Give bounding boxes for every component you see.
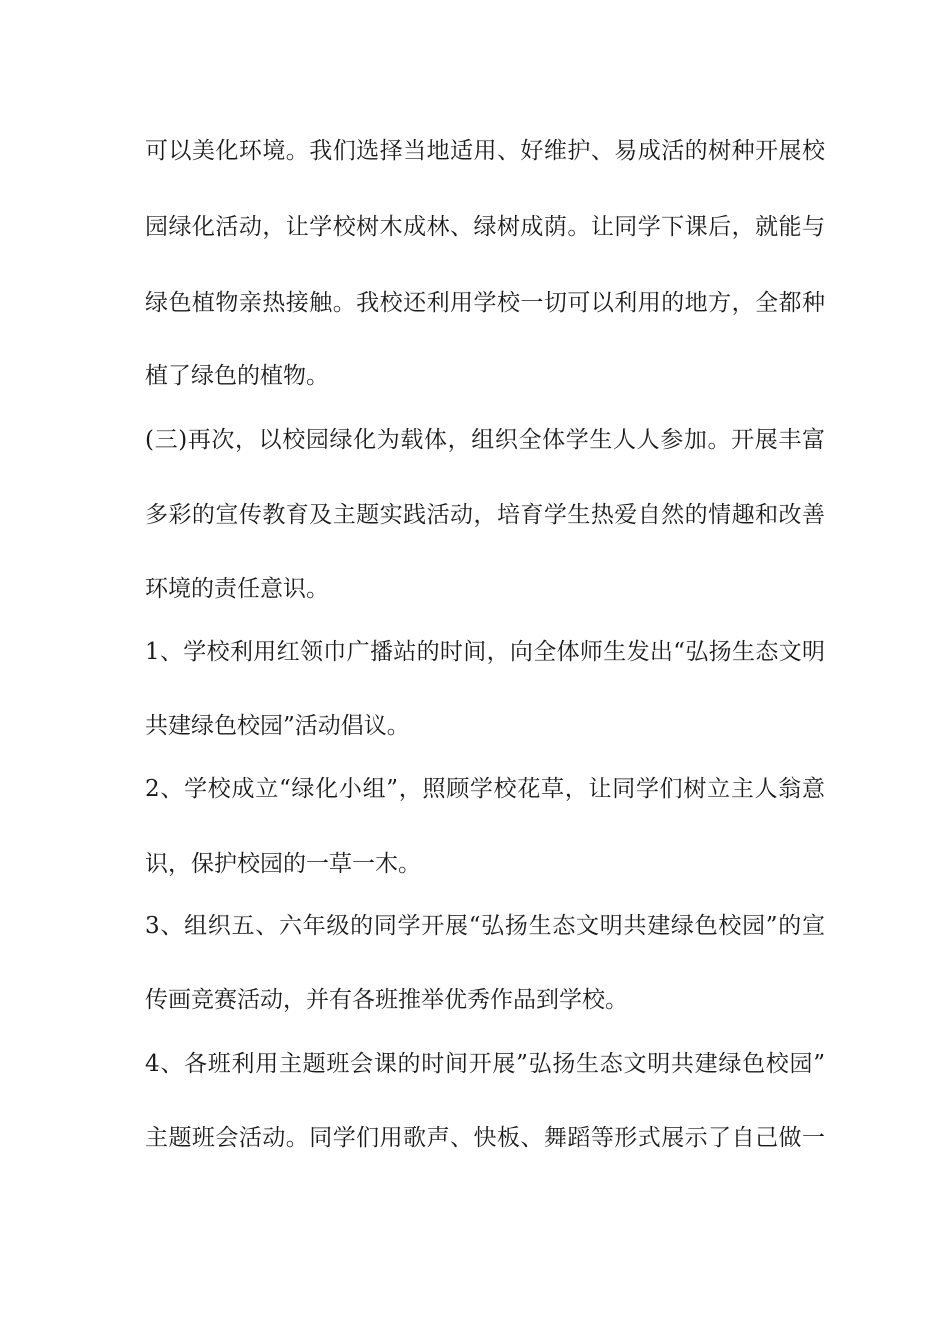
list-item-4-line-1: 4、各班利用主题班会课的时间开展”弘扬生态文明共建绿色校园”	[145, 1051, 825, 1077]
paragraph-line-7: 环境的责任意识。	[145, 576, 329, 602]
paragraph-line-3: 绿色植物亲热接触。我校还利用学校一切可以利用的地方，全都种	[145, 290, 825, 316]
list-item-2-line-2: 识，保护校园的一草一木。	[145, 851, 421, 877]
list-item-3-line-1: 3、组织五、六年级的同学开展“弘扬生态文明共建绿色校园”的宣	[145, 913, 825, 939]
paragraph-line-1: 可以美化环境。我们选择当地适用、好维护、易成活的树种开展校	[145, 138, 825, 164]
list-item-2-line-1: 2、学校成立“绿化小组”，照顾学校花草，让同学们树立主人翁意	[145, 776, 825, 802]
list-item-4-line-2: 主题班会活动。同学们用歌声、快板、舞蹈等形式展示了自己做一	[145, 1125, 825, 1151]
paragraph-line-4: 植了绿色的植物。	[145, 363, 329, 389]
paragraph-line-6: 多彩的宣传教育及主题实践活动，培育学生热爱自然的情趣和改善	[145, 502, 825, 528]
list-item-3-line-2: 传画竞赛活动，并有各班推举优秀作品到学校。	[145, 987, 628, 1013]
paragraph-line-2: 园绿化活动，让学校树木成林、绿树成荫。让同学下课后，就能与	[145, 214, 825, 240]
list-item-1-line-1: 1、学校利用红领巾广播站的时间，向全体师生发出“弘扬生态文明	[145, 639, 825, 665]
list-item-1-line-2: 共建绿色校园”活动倡议。	[145, 713, 410, 739]
paragraph-line-5: (三)再次，以校园绿化为载体，组织全体学生人人参加。开展丰富	[145, 427, 825, 453]
